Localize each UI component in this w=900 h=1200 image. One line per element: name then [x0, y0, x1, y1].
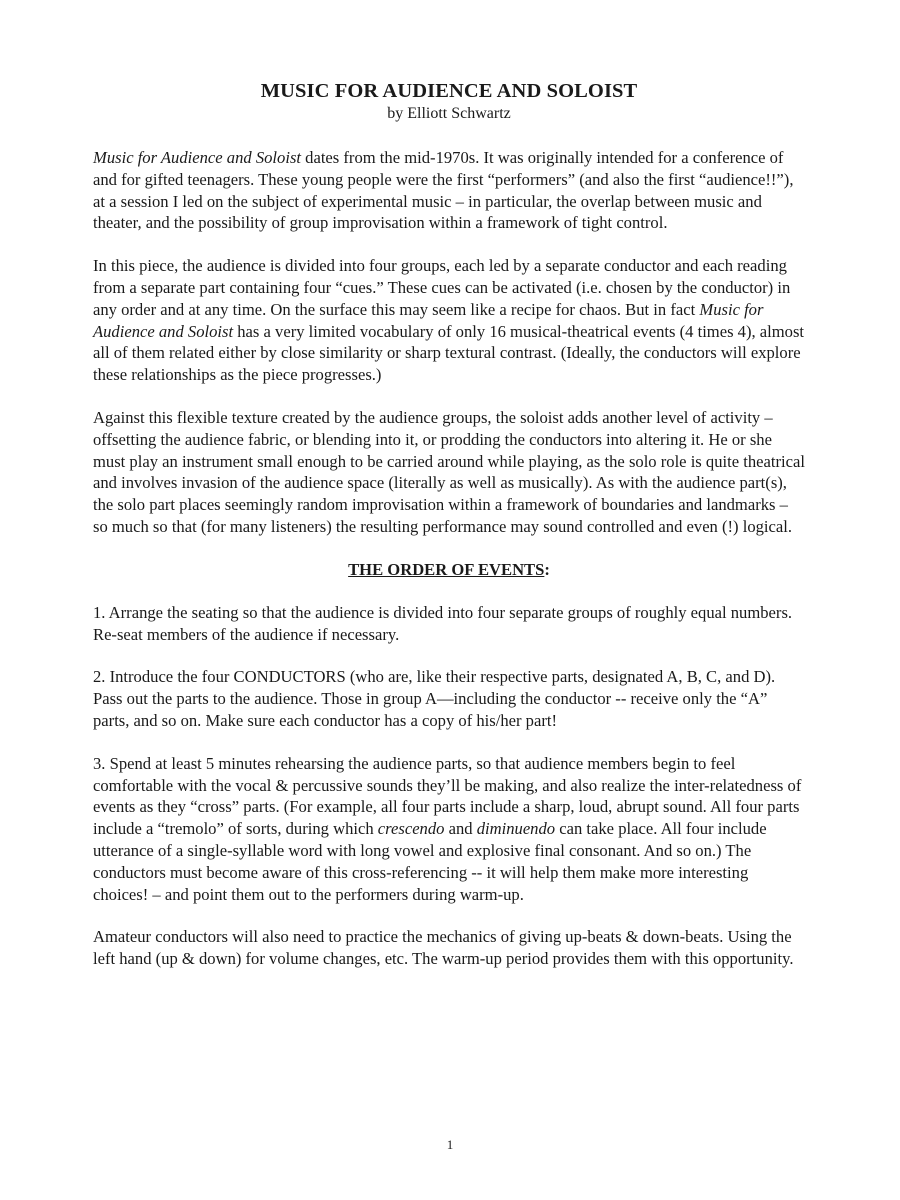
document-title: MUSIC FOR AUDIENCE AND SOLOIST: [260, 80, 638, 102]
intro-paragraph: [93, 147, 805, 234]
structure-paragraph: [93, 255, 805, 386]
step-2-paragraph: 2. Introduce the four CONDUCTORS (who are, like their respective parts, designated A, B, C, and D). Pass out the parts to the audience. Those in group A—including the conductor -- receive only the “A” parts, and so on. Make sure each conductor has a copy of his/her part!: [93, 667, 776, 730]
page-number: 1: [446, 1137, 454, 1152]
step-3-text-2: and: [444, 819, 477, 839]
section-heading-text: THE ORDER OF EVENTS: [348, 559, 545, 579]
step-3-text-1: 3. Spend at least 5 minutes rehearsing the audience parts, so that audience members begin to feel comfortable with the vocal & percussive sounds they’ll be making, and also realize the inter-relatedness of events as they “cross” parts. (For example, all four parts include a sharp, loud, abrupt sound. All four parts include a “tremolo” of sorts, during which: [93, 753, 802, 839]
structure-text-after: has a very limited vocabulary of only 16 musical-theatrical events (4 times 4), almost all of them related either by close similarity or sharp textural contrast. (Ideally, the conductors will explore these relationships as the piece progresses.): [93, 321, 805, 385]
step-3-paragraph: [93, 753, 805, 906]
section-heading-colon: :: [544, 559, 550, 579]
step-1-paragraph: 1. Arrange the seating so that the audience is divided into four separate groups of roughly equal numbers. Re-seat members of the audience if necessary.: [93, 602, 793, 644]
author-byline: by Elliott Schwartz: [387, 105, 511, 122]
structure-text-before: In this piece, the audience is divided into four groups, each led by a separate conductor and each reading from a separate part containing four “cues.” These cues can be activated (i.e. chosen by the conductor) in any order and at any time. On the surface this may seem like a recipe for chaos. But in fact: [93, 256, 791, 319]
structure-work-title: Music for Audience and Soloist: [93, 299, 764, 341]
conductor-practice-paragraph: Amateur conductors will also need to practice the mechanics of giving up-beats & down-beats. Using the left hand (up & down) for volume changes, etc. The warm-up period provides them with this opportunity.: [93, 927, 794, 969]
intro-work-title: Music for Audience and Soloist: [93, 148, 302, 167]
intro-text: dates from the mid-1970s. It was originally intended for a conference of and for gifted teenagers. These young people were the first “performers” (and also the first “audience!!”), at a session I led on the subject of experimental music – in particular, the overlap between music and theater, and the possibility of group improvisation within a framework of tight control.: [93, 148, 794, 233]
step-3-crescendo: crescendo: [377, 819, 445, 839]
document-page: [93, 78, 805, 991]
step-3-text-3: can take place. All four include utterance of a single-syllable word with long vowel and explosive final consonant. And so on.) The conductors must become aware of this cross-referencing -- it will help them make more interesting choices! – and point them out to the performers during warm-up.: [93, 819, 767, 904]
soloist-paragraph: Against this flexible texture created by the audience groups, the soloist adds another level of activity – offsetting the audience fabric, or blending into it, or prodding the conductors into altering it. He or she must play an instrument small enough to be carried around while playing, as the solo role is quite theatrical and involves invasion of the audience space (literally as well as musically). As with the audience part(s), the solo part places seemingly random improvisation within a framework of boundaries and landmarks – so much so that (for many listeners) the resulting performance may sound controlled and even (!) logical.: [93, 407, 805, 536]
section-heading: [93, 559, 805, 581]
step-3-diminuendo: diminuendo: [476, 819, 556, 839]
